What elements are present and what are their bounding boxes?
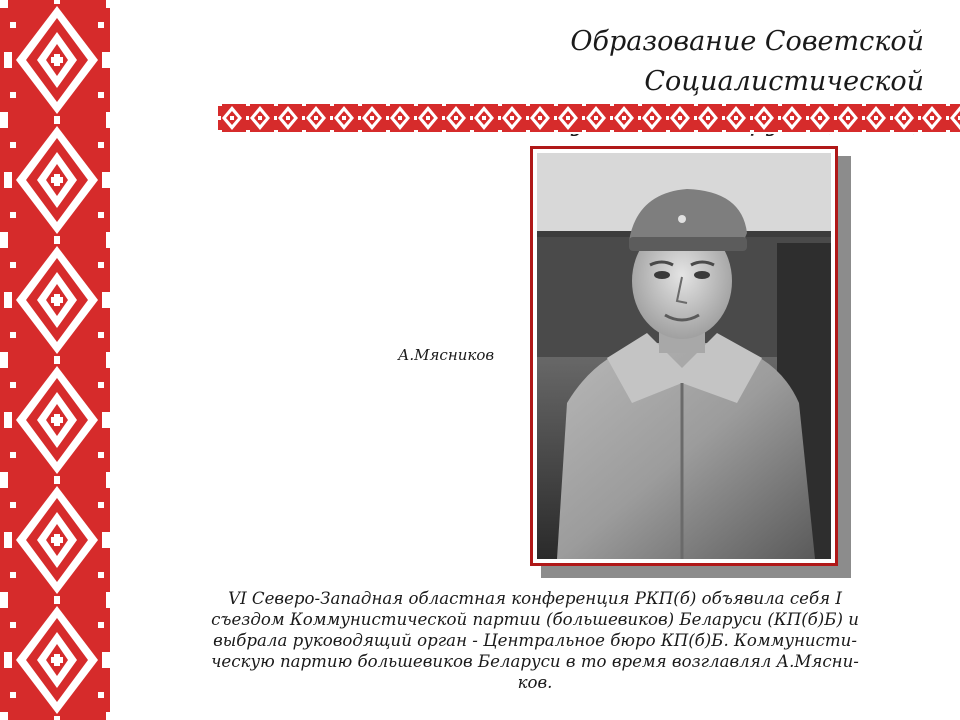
body-line: выбрала руководящий орган - Центральное бюро КП(б)Б. Коммунисти- xyxy=(213,631,857,650)
body-line: ков. xyxy=(517,673,553,692)
left-ornament xyxy=(0,0,114,720)
body-paragraph xyxy=(150,588,920,693)
body-line: съездом Коммунистической партии (большевиков) Беларуси (КП(б)Б) и xyxy=(211,610,859,629)
photo-caption: А.Мясников xyxy=(398,346,495,364)
title-ornament-band xyxy=(218,102,960,134)
title-line-1: Образование Советской Социалистической xyxy=(570,26,924,97)
portrait-photo xyxy=(537,153,831,559)
body-line: ческую партию большевиков Беларуси в то время возглавлял А.Мясни- xyxy=(211,652,859,671)
body-line: VI Северо-Западная областная конференция РКП(б) объявила себя I xyxy=(228,589,842,608)
portrait-frame xyxy=(530,146,838,566)
